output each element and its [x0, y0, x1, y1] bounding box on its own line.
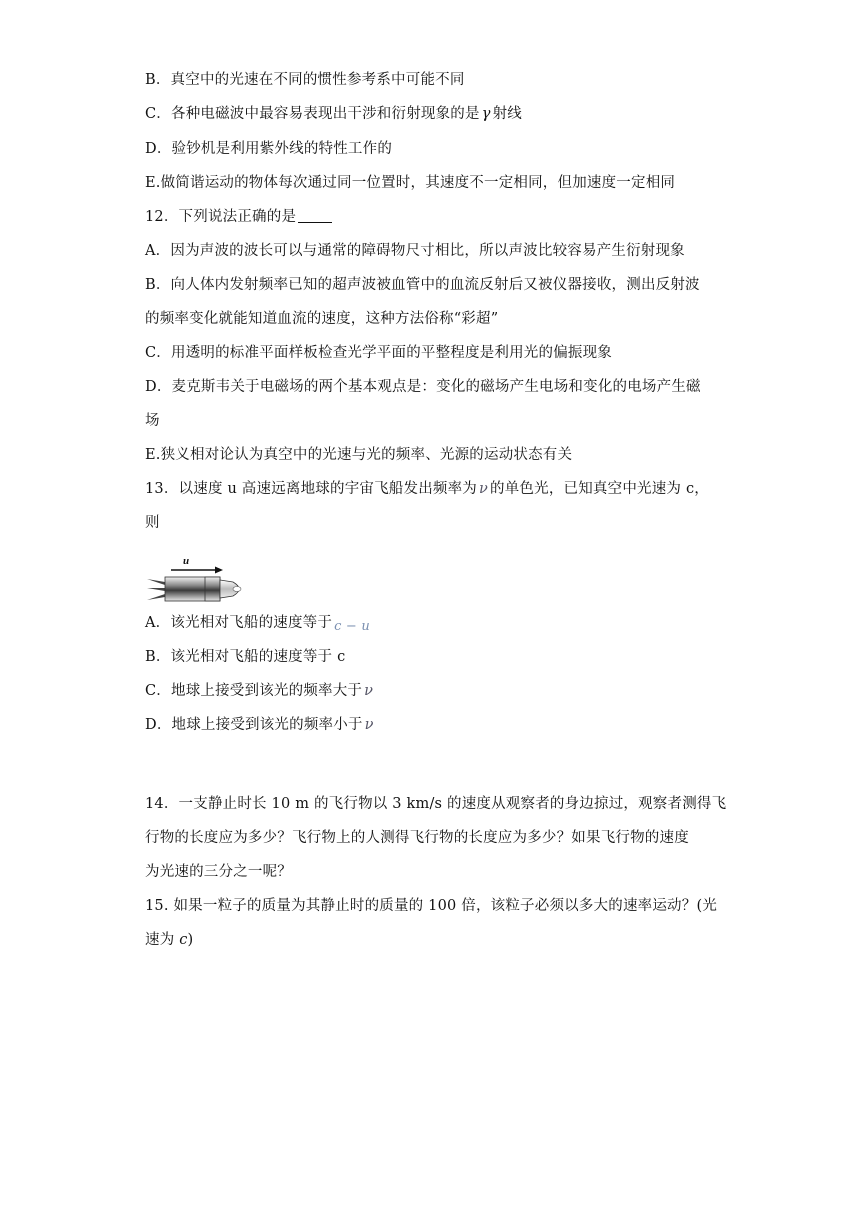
q13-option-a — [145, 613, 370, 637]
q13-option-a-text: A．该光相对飞船的速度等于 — [145, 615, 333, 631]
exhaust-flame — [147, 579, 165, 585]
exhaust-flame — [147, 588, 165, 591]
velocity-label: u — [183, 555, 190, 567]
nu-symbol: ν — [364, 717, 374, 733]
q13-option-c — [145, 681, 373, 701]
q13-stem-line2: 则 — [145, 515, 160, 531]
q14-line1: 14．一支静止时长 10 m 的飞行物以 3 km/s 的速度从观察者的身边掠过，观察者测得飞 — [145, 796, 727, 812]
q13-stem-part1: 13．以速度 u 高速远离地球的宇宙飞船发出频率为 — [145, 481, 478, 497]
q12-option-d-line2: 场 — [145, 413, 160, 429]
q15-line1: 15. 如果一粒子的质量为其静止时的质量的 100 倍，该粒子必须以多大的速率运动？(光 — [145, 898, 718, 914]
q11-option-d: D．验钞机是利用紫外线的特性工作的 — [145, 141, 393, 157]
q15-line2-prefix: 速为 — [145, 932, 180, 948]
velocity-arrowhead — [215, 567, 223, 574]
q12-option-b-line2: 的频率变化就能知道血流的速度，这种方法俗称“彩超” — [145, 311, 499, 327]
q13-option-d-text: D．地球上接受到该光的频率小于 — [145, 717, 363, 733]
q13-stem-part2: 的单色光，已知真空中光速为 c， — [490, 481, 709, 497]
q12-stem — [145, 207, 332, 227]
q13-option-b: B．该光相对飞船的速度等于 c — [145, 649, 346, 665]
c-minus-u-math: c − u — [334, 619, 370, 634]
q13-option-c-text: C．地球上接受到该光的频率大于 — [145, 683, 363, 699]
q12-option-d-line1: D．麦克斯韦关于电磁场的两个基本观点是：变化的磁场产生电场和变化的电场产生磁 — [145, 379, 701, 395]
q11-option-e: E.做简谐运动的物体每次通过同一位置时，其速度不一定相同，但加速度一定相同 — [145, 175, 676, 191]
q11-option-c — [145, 104, 522, 124]
q11-option-c-tail: 射线 — [492, 106, 522, 122]
q15-line2 — [145, 930, 193, 950]
q13-stem-line1 — [145, 479, 709, 499]
exhaust-flame — [147, 594, 165, 600]
q11-option-c-text: C．各种电磁波中最容易表现出干涉和衍射现象的是 — [145, 106, 480, 122]
q13-option-d — [145, 715, 374, 735]
answer-blank — [298, 208, 332, 223]
q14-line3: 为光速的三分之一呢？ — [145, 864, 292, 880]
q12-option-b-line1: B．向人体内发射频率已知的超声波被血管中的血流反射后又被仪器接收，测出反射波 — [145, 277, 700, 293]
q12-stem-text: 12．下列说法正确的是 — [145, 209, 297, 225]
q11-option-b: B．真空中的光速在不同的惯性参考系中可能不同 — [145, 72, 465, 88]
q12-option-e: E.狭义相对论认为真空中的光速与光的频率、光源的运动状态有关 — [145, 447, 573, 463]
c-symbol: c — [179, 932, 188, 948]
nu-symbol: ν — [364, 683, 374, 699]
q14-line2: 行物的长度应为多少？飞行物上的人测得飞行物的长度应为多少？如果飞行物的速度 — [145, 830, 689, 846]
q15-line2-suffix: ) — [187, 932, 194, 948]
q12-option-c: C．用透明的标准平面样板检查光学平面的平整程度是利用光的偏振现象 — [145, 345, 612, 361]
q12-option-a: A．因为声波的波长可以与通常的障碍物尺寸相比，所以声波比较容易产生衍射现象 — [145, 243, 685, 259]
gamma-symbol: γ — [481, 106, 491, 122]
nu-symbol: ν — [479, 481, 489, 497]
spaceship-figure — [145, 552, 273, 608]
